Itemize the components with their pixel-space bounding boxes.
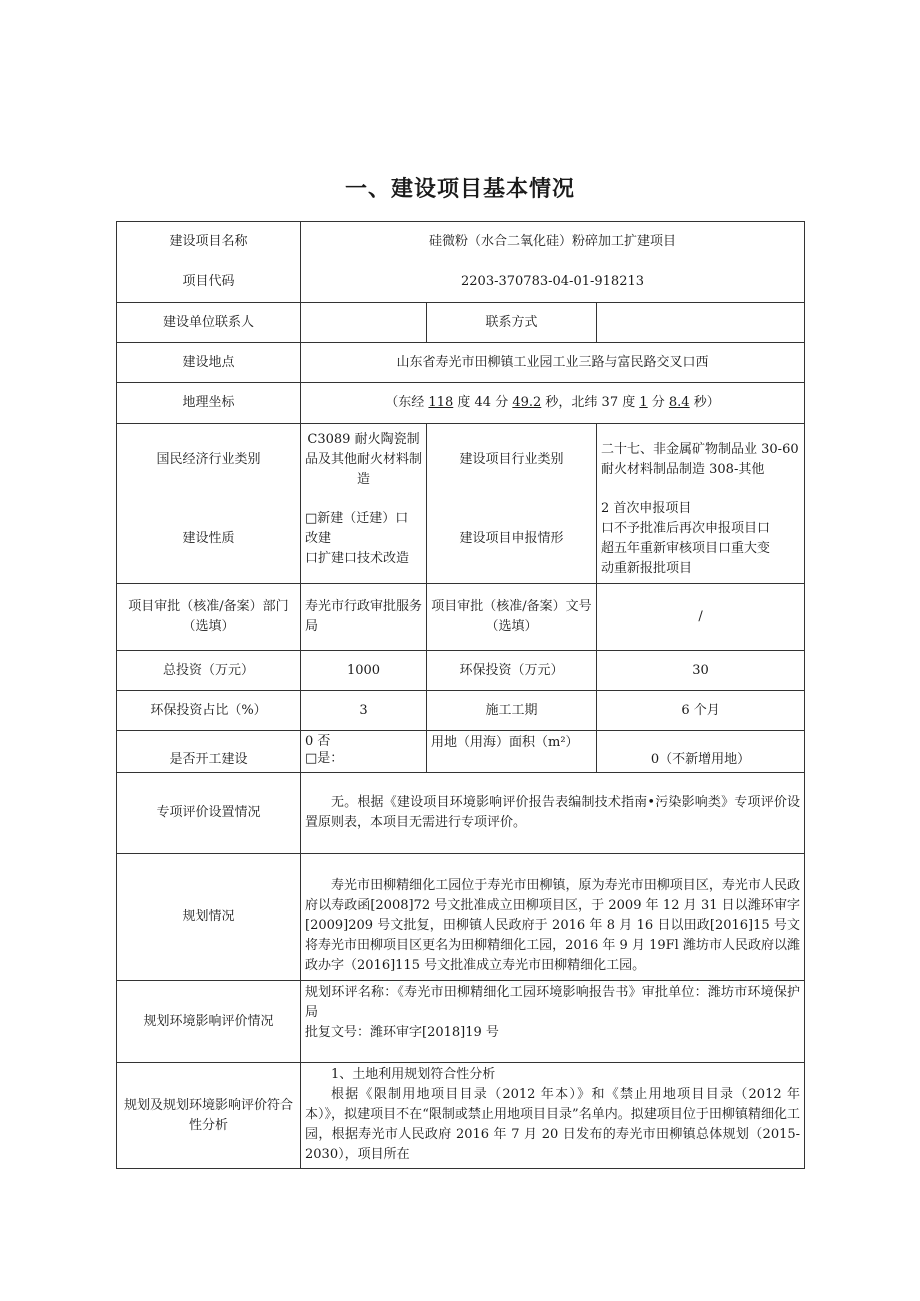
row-project-code (117, 263, 805, 303)
value-special-eval: 无。根据《建设项目环境影响评价报告表编制技术指南•污染影响类》专项评价设置原则表，本项目无需进行专项评价。 (301, 773, 805, 854)
row-special-eval (117, 773, 805, 854)
coords-longitude-deg: 118 (428, 395, 454, 410)
value-started (301, 731, 427, 773)
value-approval-dept: 寿光市行政审批服务局 (301, 584, 427, 651)
coords-text-6: 秒） (689, 395, 720, 410)
label-env-ratio: 环保投资占比（%） (117, 691, 301, 731)
row-approval (117, 584, 805, 651)
nature-line: 口扩建口技术改造 (305, 551, 410, 567)
label-contact-person: 建设单位联系人 (117, 303, 301, 343)
started-line: □是： (305, 751, 344, 766)
planning-eia-line: 规划环评名称：《寿光市田柳精细化工园环境影响报告书》审批单位：潍坊市环境保护局 (305, 985, 801, 1020)
value-land-area: 0（不新增用地） (597, 731, 805, 773)
value-construction-period: 6 个月 (597, 691, 805, 731)
row-industry (117, 424, 805, 496)
row-location (117, 343, 805, 383)
coords-text-3: 分 (491, 395, 513, 410)
started-line: 0 否 (305, 734, 331, 749)
label-planning: 规划情况 (117, 854, 301, 981)
value-env-investment: 30 (597, 651, 805, 691)
value-project-industry: 二十七、非金属矿物制品业 30-60 耐火材料制品制造 308-其他 (597, 424, 805, 496)
value-env-ratio: 3 (301, 691, 427, 731)
label-contact-method: 联系方式 (427, 303, 597, 343)
row-project-name (117, 222, 805, 263)
application-line: 2 首次申报项目 (601, 501, 692, 517)
planning-eia-line: 批复文号：潍环审字[2018]19 号 (305, 1025, 499, 1040)
application-line: 动重新报批项目 (601, 561, 693, 577)
label-approval-dept: 项目审批（核准/备案）部门（选填） (117, 584, 301, 651)
conformity-body: 根据《限制用地项目目录（2012 年本）》和《禁止用地项目目录（2012 年本）》，拟建项目不在“限制或禁止用地项目目录”名单内。拟建项目位于田柳镇精细化工园，根据寿光市人民政府 2016 年 7 月 20 日发布的寿光市田柳镇总体规划（2015-2030），项目所在 (305, 1087, 801, 1162)
label-started: 是否开工建设 (117, 731, 301, 773)
value-industry: C3089 耐火陶瓷制品及其他耐火材料制造 (301, 424, 427, 496)
application-line: 口不予批准后再次申报项目口 (601, 521, 771, 537)
label-location: 建设地点 (117, 343, 301, 383)
value-contact-person (301, 303, 427, 343)
label-total-investment: 总投资（万元） (117, 651, 301, 691)
label-land-area: 用地（用海）面积（m²） (427, 731, 597, 773)
label-env-investment: 环保投资（万元） (427, 651, 597, 691)
row-coords (117, 383, 805, 424)
value-contact-method (597, 303, 805, 343)
row-env-ratio (117, 691, 805, 731)
value-nature (301, 496, 427, 584)
coords-text-5: 分 (647, 395, 669, 410)
row-investment (117, 651, 805, 691)
label-special-eval: 专项评价设置情况 (117, 773, 301, 854)
value-planning-eia (301, 981, 805, 1063)
value-project-code: 2203-370783-04-01-918213 (301, 263, 805, 303)
label-project-industry: 建设项目行业类别 (427, 424, 597, 496)
label-approval-no: 项目审批（核准/备案）文号（选填） (427, 584, 597, 651)
nature-line: 改建 (305, 531, 332, 547)
row-contact (117, 303, 805, 343)
conformity-heading: 1、土地利用规划符合性分析 (331, 1067, 496, 1082)
coords-text-2: 度 (453, 395, 475, 410)
label-conformity: 规划及规划环境影响评价符合性分析 (117, 1063, 301, 1169)
value-approval-no: / (597, 584, 805, 651)
nature-line: □新建（迁建）口 (305, 511, 409, 527)
project-info-table (116, 221, 805, 1169)
row-planning (117, 854, 805, 981)
coords-longitude-min: 44 (474, 395, 492, 410)
coords-latitude-sec: 8.4 (668, 395, 690, 410)
label-planning-eia: 规划环境影响评价情况 (117, 981, 301, 1063)
value-application-type (597, 496, 805, 584)
label-nature: 建设性质 (117, 496, 301, 584)
row-nature (117, 496, 805, 584)
value-location: 山东省寿光市田柳镇工业园工业三路与富民路交叉口西 (301, 343, 805, 383)
row-started (117, 731, 805, 773)
value-total-investment: 1000 (301, 651, 427, 691)
coords-text-4: 秒，北纬 37 度 (541, 395, 640, 410)
coords-latitude-min: 1 (639, 395, 648, 410)
label-project-code: 项目代码 (117, 263, 301, 303)
label-construction-period: 施工工期 (427, 691, 597, 731)
page-title: 一、建设项目基本情况 (344, 177, 575, 202)
row-planning-eia (117, 981, 805, 1063)
label-industry: 国民经济行业类别 (117, 424, 301, 496)
value-conformity (301, 1063, 805, 1169)
label-coords: 地理坐标 (117, 383, 301, 424)
value-planning: 寿光市田柳精细化工园位于寿光市田柳镇，原为寿光市田柳项目区，寿光市人民政府以寿政函[2008]72 号文批准成立田柳项目区，于 2009 年 12 月 31 日以潍环审字[2009]209 号文批复，田柳镇人民政府于 2016 年 8 月 16 日以田政[2016]15 号文将寿光市田柳项目区更名为田柳精细化工园，2016 年 9 月 19Fl 潍坊市人民政府以潍政办字（2016]115 号文批准成立寿光市田柳精细化工园。 (301, 854, 805, 981)
value-project-name: 硅微粉（水合二氧化硅）粉碎加工扩建项目 (301, 222, 805, 263)
coords-longitude-sec: 49.2 (512, 395, 542, 410)
coords-text-1: （东经 (385, 395, 429, 410)
application-line: 超五年重新审核项目口重大变 (601, 541, 771, 557)
row-conformity (117, 1063, 805, 1169)
label-project-name: 建设项目名称 (117, 222, 301, 263)
value-coords (301, 383, 805, 424)
label-application-type: 建设项目申报情形 (427, 496, 597, 584)
